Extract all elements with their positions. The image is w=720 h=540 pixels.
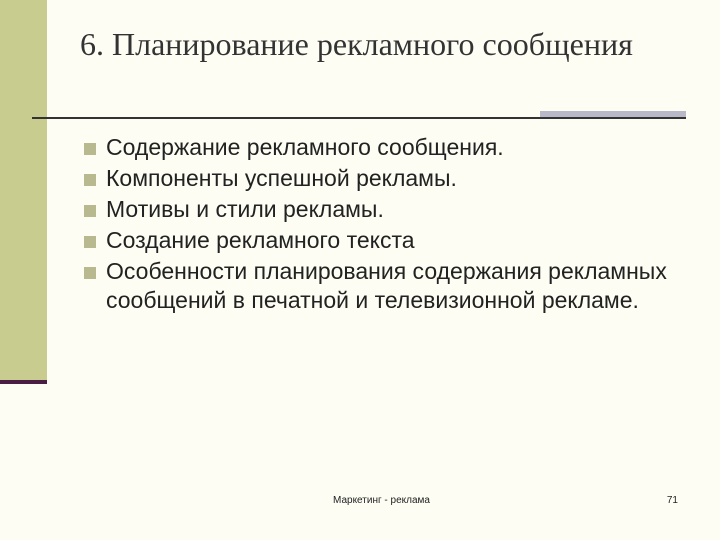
- bullet-text: Создание рекламного текста: [106, 227, 415, 253]
- bullet-text: Особенности планирования содержания рекламных сообщений в печатной и телевизионной рекламе.: [106, 258, 667, 313]
- square-bullet-icon: [84, 236, 96, 248]
- slide-title: 6. Планирование рекламного сообщения: [80, 26, 633, 62]
- footer-text: Маркетинг - реклама: [333, 495, 430, 506]
- bullet-list: [84, 133, 684, 317]
- bullet-item: [84, 164, 684, 193]
- left-bar-underline: [0, 380, 47, 384]
- left-decorative-bar: [0, 0, 47, 384]
- bullet-item: [84, 195, 684, 224]
- square-bullet-icon: [84, 267, 96, 279]
- square-bullet-icon: [84, 205, 96, 217]
- title-divider: [32, 117, 686, 119]
- bullet-item: [84, 133, 684, 162]
- bullet-text: Мотивы и стили рекламы.: [106, 196, 384, 222]
- bullet-text: Содержание рекламного сообщения.: [106, 134, 504, 160]
- bullet-text: Компоненты успешной рекламы.: [106, 165, 457, 191]
- bullet-item: [84, 226, 684, 255]
- square-bullet-icon: [84, 143, 96, 155]
- page-number: 71: [666, 495, 678, 506]
- bullet-item: [84, 257, 684, 315]
- square-bullet-icon: [84, 174, 96, 186]
